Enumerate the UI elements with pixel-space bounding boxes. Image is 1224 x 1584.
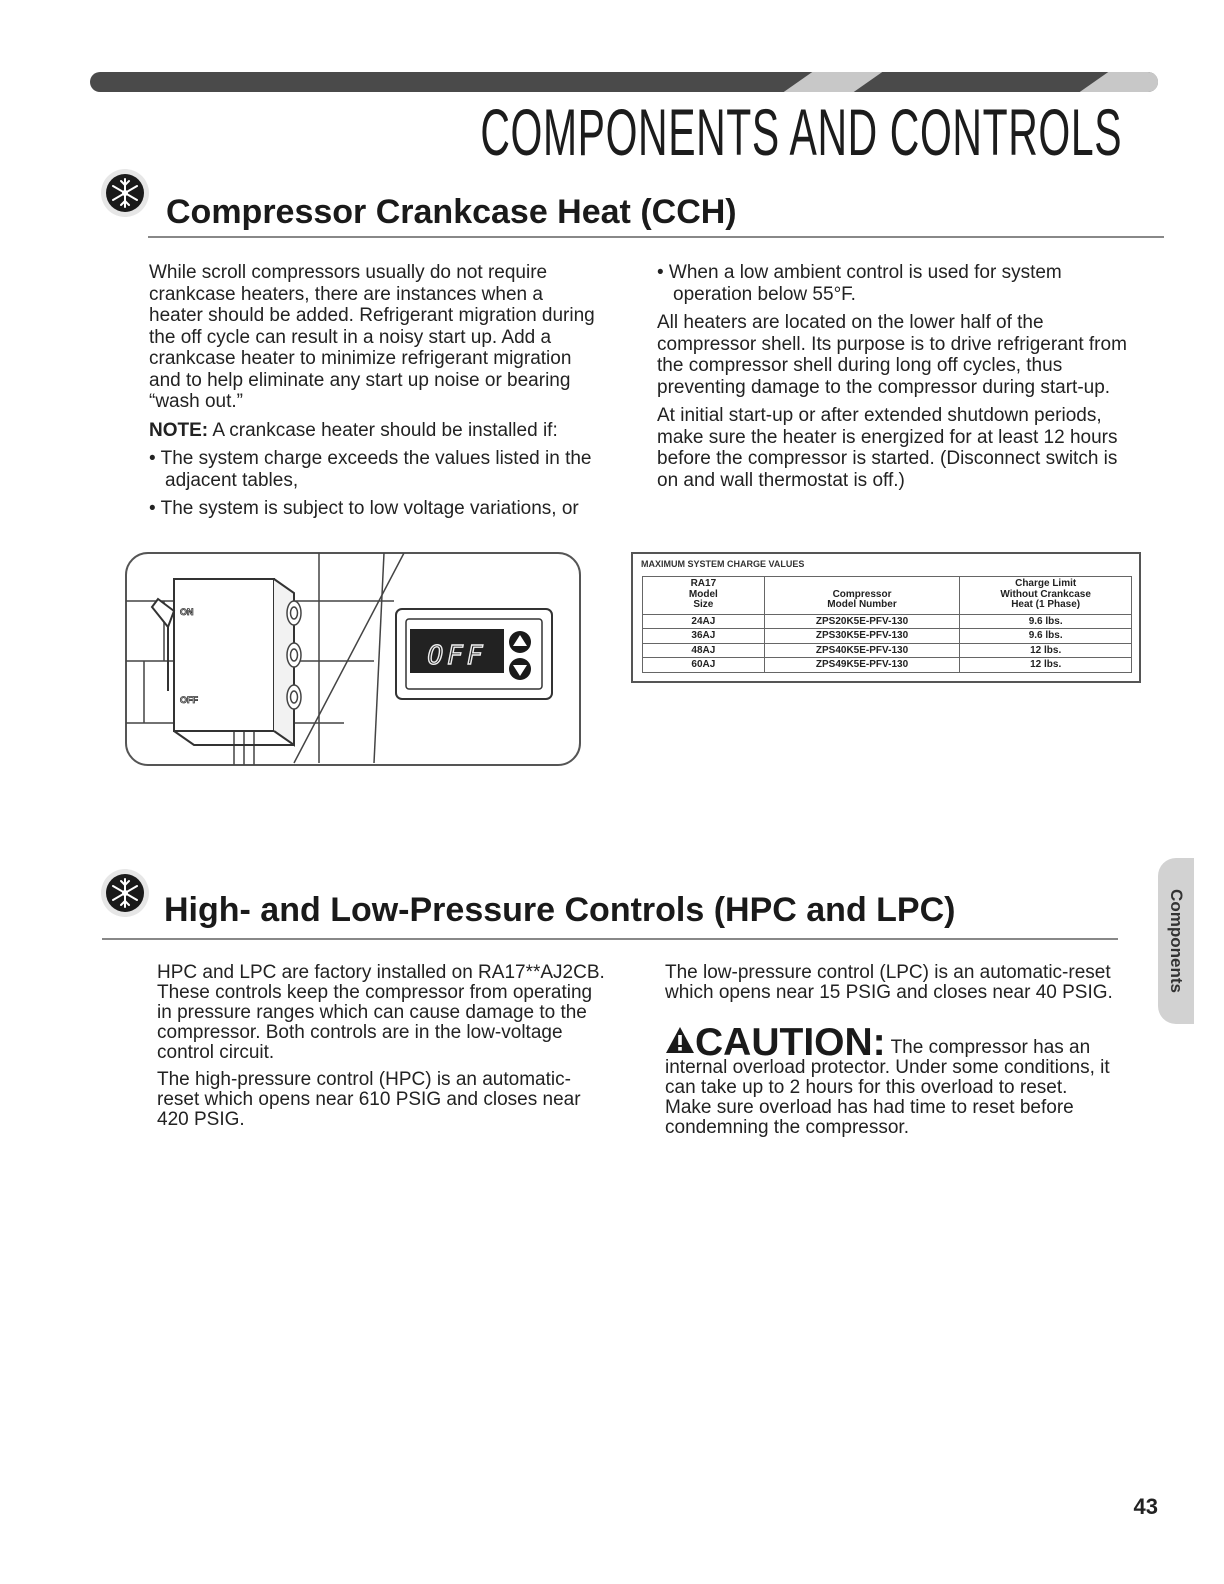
header-line: Compressor (832, 588, 892, 600)
cch-para3: At initial start-up or after extended shutdown periods, make sure the heater is energized for at least 12 hours before the compressor is started. (Disconnect switch is on and wall thermostat is off.) (657, 405, 1118, 491)
table-cell: ZPS20K5E-PFV-130 (764, 614, 960, 629)
warning-triangle-icon (665, 1025, 695, 1055)
header-bar-highlight (1080, 72, 1158, 92)
charge-table (642, 576, 1132, 673)
snowflake-icon (100, 868, 150, 918)
table-cell: ZPS49K5E-PFV-130 (764, 658, 960, 673)
section-divider (102, 938, 1118, 940)
table-row (643, 629, 1132, 644)
header-line: Heat (1 Phase) (1011, 599, 1081, 610)
table-cell: ZPS30K5E-PFV-130 (764, 629, 960, 644)
snowflake-icon (100, 168, 150, 218)
caution-block (665, 1021, 1113, 1138)
section-title-hpc-lpc: High- and Low-Pressure Controls (HPC and LPC) (164, 891, 956, 929)
switch-off-label: OFF (180, 695, 198, 705)
caution-label: CAUTION: (695, 1021, 886, 1064)
charge-table-box (631, 552, 1141, 683)
hpc-para1: HPC and LPC are factory installed on RA17**AJ2CB. These controls keep the compressor from operating in pressure ranges which can cause damage to the compressor. Both controls are in the low-voltage control circuit. (157, 962, 605, 1063)
table-cell: 12 lbs. (960, 643, 1132, 658)
hpc-right-column (665, 963, 1113, 1145)
cch-bullet: • When a low ambient control is used for system operation below 55°F. (657, 262, 1062, 305)
cch-right-column (657, 262, 1127, 498)
thermostat-display: OFF (427, 641, 487, 671)
cch-intro: While scroll compressors usually do not require crankcase heaters, there are instances when a heater should be added. Refrigerant migration during the off cycle can result in a noisy start up. Add a crankcase heater to minimize refrigerant migration and to help eliminate any start up noise or bearing “wash out.” (149, 262, 595, 412)
table-row (643, 658, 1132, 673)
table-cell: 60AJ (643, 658, 765, 673)
header-line: Without Crankcase (1000, 588, 1091, 600)
table-caption: MAXIMUM SYSTEM CHARGE VALUES (641, 559, 805, 569)
side-tab-label: Components (1167, 889, 1186, 993)
cch-note (149, 420, 599, 442)
page-number: 43 (1133, 1494, 1158, 1519)
cch-bullet: • The system is subject to low voltage variations, or (149, 498, 579, 519)
up-arrow-icon (509, 631, 531, 653)
section-title-cch: Compressor Crankcase Heat (CCH) (166, 193, 737, 231)
disconnect-switch-illustration (124, 551, 582, 767)
hpc-para2: The high-pressure control (HPC) is an automatic-reset which opens near 610 PSIG and closes near 420 PSIG. (157, 1069, 581, 1130)
table-cell: 12 lbs. (960, 658, 1132, 673)
header-bar (90, 72, 1158, 92)
caution-text: The compressor has an internal overload protector. Under some conditions, it can take up to 2 hours for this overload to reset. Make sure overload has had time to reset before condemning the compressor. (665, 1037, 1110, 1138)
header-line: Model Number (827, 599, 897, 610)
table-cell: 24AJ (643, 614, 765, 629)
header-bar-end (1154, 72, 1158, 92)
header-compressor (764, 577, 960, 615)
cch-left-column (149, 262, 599, 527)
cch-bullet: • The system charge exceeds the values listed in the adjacent tables, (149, 448, 592, 491)
header-charge-limit (960, 577, 1132, 615)
section-divider (148, 236, 1164, 238)
note-label: NOTE: (149, 419, 209, 441)
cch-para2: All heaters are located on the lower half of the compressor shell. Its purpose is to drive refrigerant from the compressor shell during long off cycles, thus preventing damage to the compressor during start-up. (657, 312, 1127, 398)
table-header-row (643, 577, 1132, 615)
table-cell: 9.6 lbs. (960, 629, 1132, 644)
table-cell: ZPS40K5E-PFV-130 (764, 643, 960, 658)
hpc-left-column (157, 963, 609, 1137)
table-row (643, 643, 1132, 658)
table-cell: 9.6 lbs. (960, 614, 1132, 629)
header-line: Size (693, 599, 714, 610)
table-row (643, 614, 1132, 629)
header-model-size (643, 577, 765, 615)
side-tab-components[interactable] (1158, 858, 1194, 1024)
page-title: COMPONENTS AND CONTROLS (480, 95, 1122, 169)
header-line: Charge Limit (1015, 578, 1077, 589)
lpc-para: The low-pressure control (LPC) is an automatic-reset which opens near 15 PSIG and closes near 40 PSIG. (665, 962, 1113, 1003)
table-cell: 36AJ (643, 629, 765, 644)
down-arrow-icon (509, 658, 531, 680)
header-bar-highlight (784, 72, 883, 92)
header-line: RA17 (690, 578, 717, 589)
header-line: Model (688, 588, 718, 600)
note-text: A crankcase heater should be installed if: (208, 419, 558, 441)
switch-on-label: ON (180, 607, 194, 617)
table-cell: 48AJ (643, 643, 765, 658)
